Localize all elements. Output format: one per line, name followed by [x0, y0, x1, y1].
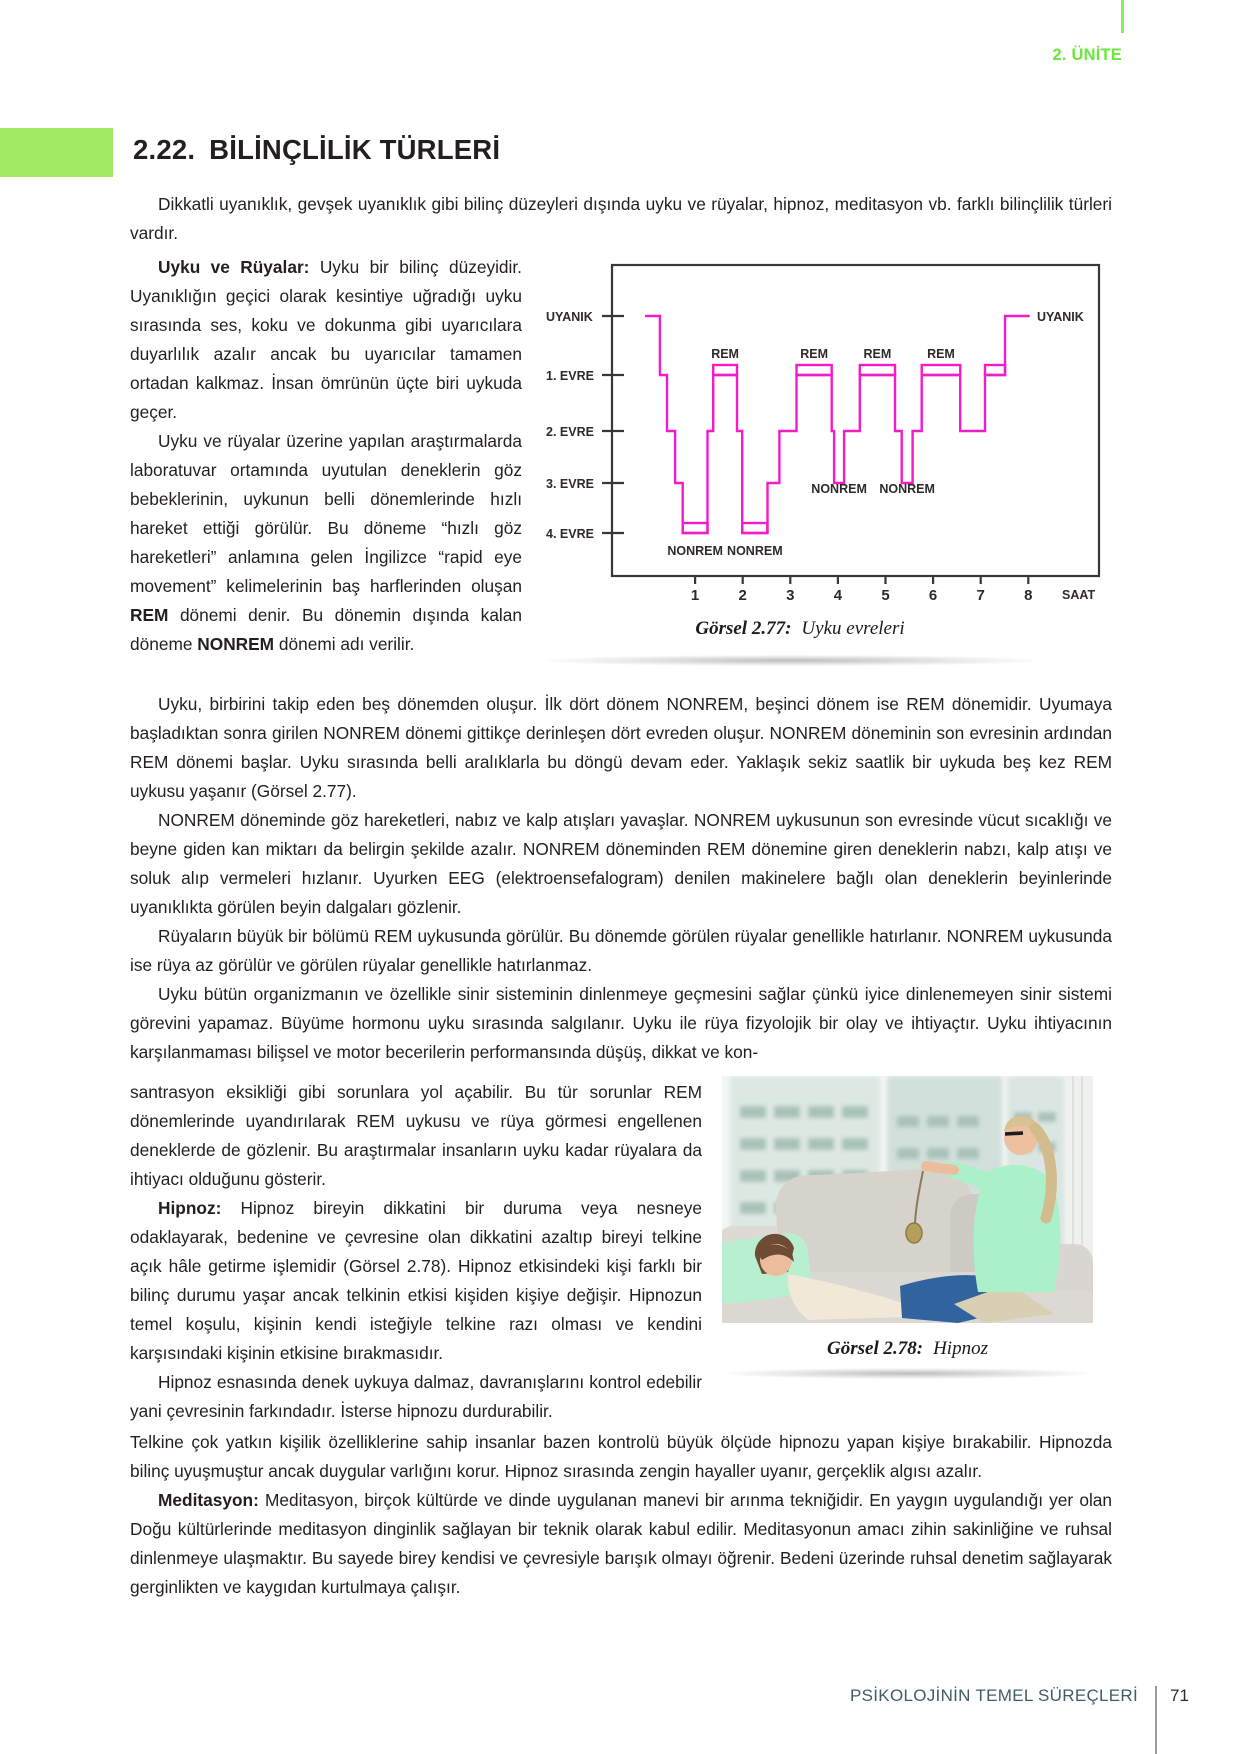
footer-divider: [1155, 1686, 1157, 1754]
paragraph: NONREM döneminde göz hareketleri, nabız ve kalp atışları yavaşlar. NONREM uykusunun son evresinde vücut sıcaklığı ve beyne giden kan miktarı da belirgin şekilde azalır. NONREM döneminden REM dönemine giren deneklerin nabzı, kalp atışı ve soluk alıp vermeleri hızlanır. Uyurken EEG (elektroensefalogram) denilen makinelere bağlı olan deneklerin beyinlerinde uyanıklıkta görülen beyin dalgaları gözlenir.: [130, 810, 1112, 917]
x-tick-label: 3: [786, 587, 795, 604]
y-axis-label: 4. EVRE: [546, 527, 594, 541]
x-tick-label: 2: [738, 587, 747, 604]
y-axis-label: 3. EVRE: [546, 477, 594, 491]
paragraph: santrasyon eksikliği gibi sorunlara yol açabilir. Bu tür sorunlar REM dönemlerinde uyandırılarak REM uykusu ve rüya görmesi engellenen deneklerde de gözlenir. Bu araştırmalar insanların uyku kadar rüyalara da ihtiyacı olduğunu gösterir.: [130, 1082, 702, 1189]
nonrem-label: NONREM: [667, 544, 723, 558]
figure-caption-label: Görsel 2.77:: [695, 618, 792, 639]
rem-label: REM: [863, 347, 892, 361]
x-tick-label: 8: [1024, 587, 1033, 604]
section-tab-block: [0, 128, 113, 177]
figure-shadow: [545, 655, 1037, 666]
y-axis-label: 1. EVRE: [546, 369, 594, 383]
paragraph: Uyku, birbirini takip eden beş dönemden oluşur. İlk dört dönem NONREM, beşinci dönem ise REM dönemidir. Uyumaya başladıktan sonra girilen NONREM dönemi gittikçe derinleşen dört evreden oluşur. NONREM döneminin son evresinin ardından REM dönemi başlar. Uyku sırasında belli aralıklarla bu döngü devam eder. Yaklaşık sekiz saatlik bir uykuda beş kez REM uykusu yaşanır (Görsel 2.77).: [130, 694, 1112, 801]
chart-frame: [612, 265, 1099, 576]
stage-band: [713, 365, 737, 375]
y-axis-label: 2. EVRE: [546, 425, 594, 439]
section-title: [133, 134, 500, 166]
paragraph: Uyku bütün organizmanın ve özellikle sinir sisteminin dinlenmeye geçmesini sağlar çünkü iyice dinlenemeyen sinir sistemi görevini yapamaz. Büyüme hormonu uyku sırasında salgılanır. Uyku ile rüya fizyolojik bir olay ve ihtiyaçtır. Uyku ihtiyacının karşılanmaması bilişsel ve motor becerilerin performansında düşüş, dikkat ve kon-: [130, 984, 1112, 1062]
full-width-text-2: [130, 1428, 1112, 1602]
stage-band: [797, 365, 832, 375]
hypnosis-photo: [722, 1076, 1093, 1323]
stage-band: [683, 523, 708, 533]
full-width-text-1: [130, 690, 1112, 1067]
sleep-stages-chart: [540, 228, 1112, 606]
x-tick-label: 6: [928, 587, 938, 604]
footer-title: PSİKOLOJİNİN TEMEL SÜREÇLERİ: [850, 1686, 1139, 1705]
paragraph: Telkine çok yatkın kişilik özelliklerine sahip insanlar bazen kontrolü büyük ölçüde hipnozu yapan kişiye bırakabilir. Hipnozda bilinç uyuşmuştur ancak duygular varlığını korur. Hipnoz sırasında zengin hayaller uyanır, gerçeklik algısı azalır.: [130, 1432, 1112, 1481]
figure-caption-text: Uyku evreleri: [801, 618, 905, 639]
figure-caption: [722, 1338, 1093, 1360]
page-footer: [850, 1686, 1189, 1754]
rem-label: REM: [711, 347, 739, 361]
paragraph: Meditasyon: Meditasyon, birçok kültürde ve dinde uygulanan manevi bir arınma tekniğidir. En yaygın uygulandığı yer olan Doğu kültürlerinde meditasyon dinginlik sağlayan bir teknik olarak kabul edilir. Meditasyonun amacı zihin sakinliğine ve ruhsal dinlenmeye ulaşmaktır. Bu sayede birey kendisi ve çevresiyle barışık olmayı öğrenir. Bedeni üzerinde ruhsal denetim sağlayarak gerginlikten ve kaygıdan kurtulmaya çalışır.: [130, 1490, 1112, 1597]
stage-band: [742, 523, 767, 533]
y-axis-label: UYANIK: [546, 310, 593, 324]
left-column-text: [130, 253, 522, 659]
x-tick-label: 1: [690, 587, 700, 604]
rem-label: REM: [927, 347, 955, 361]
nonrem-label: NONREM: [727, 544, 783, 558]
figure-caption-label: Görsel 2.78:: [827, 1338, 924, 1359]
paragraph: Hipnoz: Hipnoz bireyin dikkatini bir duruma veya nesneye odaklayarak, bedenine ve çevresine olan dikkatini azaltıp bireyi telkine açık hâle getirme işlemidir (Görsel 2.78). Hipnoz etkisindeki kişi farklı bir bilinç durumu yaşar ancak telkinin etkisi kişiden kişiye değişir. Hipnozun temel koşulu, kişinin kendi isteğiyle telkine razı olması ve kendini karşısındaki kişinin etkisine bırakmasıdır.: [130, 1198, 702, 1363]
rem-label: REM: [800, 347, 828, 361]
figure-sleep-stages: [540, 228, 1112, 673]
paragraph: Hipnoz esnasında denek uykuya dalmaz, davranışlarını kontrol edebilir yani çevresinin farkındadır. İsterse hipnozu durdurabilir.: [130, 1372, 702, 1421]
nonrem-label: NONREM: [879, 482, 935, 496]
figure-hypnosis: [722, 1076, 1093, 1386]
figure-caption-text: Hipnoz: [933, 1338, 988, 1359]
hypnogram-line: [645, 316, 1030, 533]
paragraph: Uyku ve Rüyalar: Uyku bir bilinç düzeyidir. Uyanıklığın geçici olarak kesintiye uğradığı uyku sırasında ses, koku ve dokunma gibi uyarıcılara duyarlılık azalır ancak bu uyarıcılar tamamen ortadan kalkmaz. İnsan ömrünün üçte biri uykuda geçer.: [130, 257, 522, 422]
top-accent-line: [1121, 0, 1124, 33]
stage-band: [922, 365, 961, 375]
stage-band: [860, 365, 895, 375]
nonrem-label: NONREM: [811, 482, 867, 496]
paragraph: Rüyaların büyük bir bölümü REM uykusunda görülür. Bu dönemde görülen rüyalar genellikle hatırlanır. NONREM uykusunda ise rüya az görülür ve görülen rüyalar genellikle hatırlanmaz.: [130, 926, 1112, 975]
paragraph: Dikkatli uyanıklık, gevşek uyanıklık gibi bilinç düzeyleri dışında uyku ve rüyalar, hipnoz, meditasyon vb. farklı bilinçlilik türleri vardır.: [130, 194, 1112, 243]
section-number: 2.22.: [133, 134, 196, 165]
unit-label: 2. ÜNİTE: [1052, 46, 1122, 64]
page-number: 71: [1170, 1686, 1189, 1705]
paragraph: Uyku ve rüyalar üzerine yapılan araştırmalarda laboratuvar ortamında uyutulan deneklerin göz bebeklerinin, uykunun belli dönemlerinde hızlı hareket ettiği görülür. Bu döneme “hızlı göz hareketleri” anlamına gelen İngilizce “rapid eye movement” kelimelerinin baş harflerinden oluşan REM dönemi denir. Bu dönemin dışında kalan döneme NONREM dönemi adı verilir.: [130, 431, 522, 654]
glasses: [1005, 1133, 1023, 1134]
stage-band: [985, 365, 1005, 375]
left-column-text-2: [130, 1078, 702, 1426]
figure-shadow: [726, 1368, 1089, 1379]
uyanik-end-label: UYANIK: [1037, 310, 1084, 324]
section-title-text: BİLİNÇLİLİK TÜRLERİ: [209, 134, 501, 165]
figure-caption: [540, 618, 1060, 640]
x-axis-label: SAAT: [1062, 588, 1096, 602]
x-tick-label: 7: [976, 587, 985, 604]
x-tick-label: 5: [881, 587, 890, 604]
x-tick-label: 4: [833, 587, 843, 604]
